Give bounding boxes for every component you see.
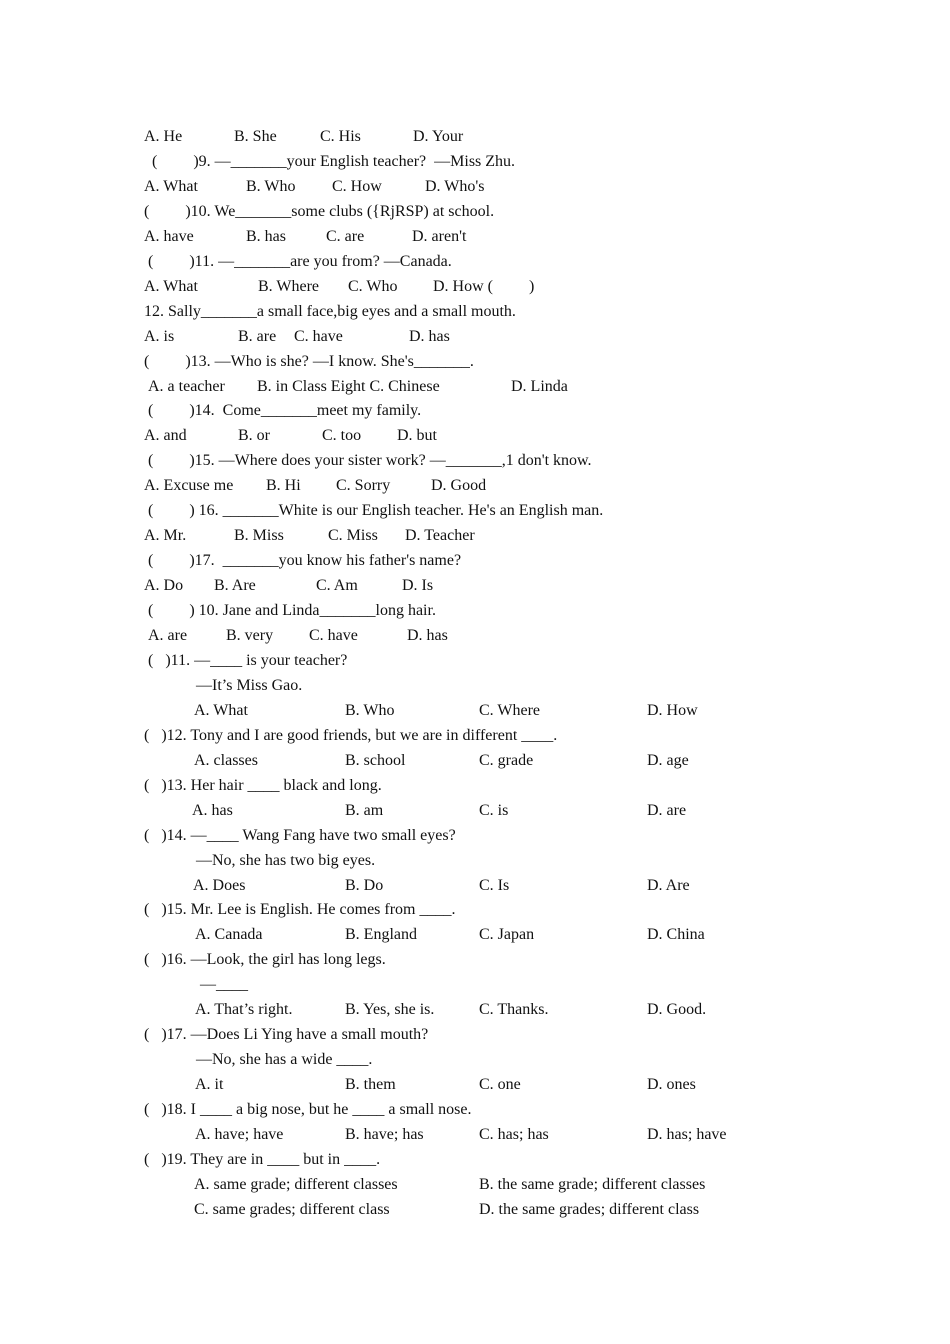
option-text: D. are xyxy=(647,802,687,819)
option-text: C. have xyxy=(309,627,358,644)
option-text: C. are xyxy=(326,228,365,245)
option-text: A. are xyxy=(148,627,188,644)
option-text: A. What xyxy=(144,178,198,195)
question-line: —No, she has two big eyes. xyxy=(196,852,376,869)
option-text: A. Do xyxy=(144,577,184,594)
option-text: C. Japan xyxy=(479,926,535,943)
option-text: B. Who xyxy=(345,702,395,719)
option-text: C. Who xyxy=(348,278,398,295)
question-line: ( )17. _______you know his father's name? xyxy=(148,552,462,569)
option-text: C. Sorry xyxy=(336,477,391,494)
question-line: ( )18. I ____ a big nose, but he ____ a small nose. xyxy=(144,1101,472,1118)
question-line: ( )14. Come_______meet my family. xyxy=(148,402,422,419)
question-line: ( )16. —Look, the girl has long legs. xyxy=(144,951,386,968)
option-text: D. has xyxy=(407,627,448,644)
question-line: ( ) 10. Jane and Linda_______long hair. xyxy=(148,602,436,619)
question-line: ( )14. —____ Wang Fang have two small eyes? xyxy=(144,827,456,844)
question-line: —____ xyxy=(200,976,248,993)
option-text: B. Do xyxy=(345,877,384,894)
option-text: C. one xyxy=(479,1076,521,1093)
option-text: B. Who xyxy=(246,178,296,195)
question-line: ( )11. —_______are you from? —Canada. xyxy=(148,253,452,270)
option-text: C. has; has xyxy=(479,1126,549,1143)
option-text: A. Does xyxy=(193,877,246,894)
option-text: B. Yes, she is. xyxy=(345,1001,435,1018)
option-text: B. am xyxy=(345,802,384,819)
option-text: D. Good xyxy=(431,477,487,494)
option-text: B. very xyxy=(226,627,274,644)
option-text: A. and xyxy=(144,427,187,444)
question-line: —No, she has a wide ____. xyxy=(196,1051,373,1068)
option-text: D. Are xyxy=(647,877,690,894)
question-line: ( )19. They are in ____ but in ____. xyxy=(144,1151,381,1168)
option-text: C. Am xyxy=(316,577,358,594)
question-line: ( )10. We_______some clubs ({RjRSP) at school. xyxy=(144,203,495,220)
option-text: D. How ( ) xyxy=(433,278,535,295)
question-line: ( )11. —____ is your teacher? xyxy=(148,652,348,669)
option-text: D. ones xyxy=(647,1076,696,1093)
option-text: B. Where xyxy=(258,278,320,295)
option-text: A. is xyxy=(144,328,175,345)
option-text: D. Linda xyxy=(511,378,568,395)
option-text: D. age xyxy=(647,752,689,769)
option-text: C. same grades; different class xyxy=(194,1201,390,1218)
option-text: A. same grade; different classes xyxy=(194,1176,398,1193)
option-text: D. Who's xyxy=(425,178,485,195)
option-text: B. are xyxy=(238,328,277,345)
option-text: D. has xyxy=(409,328,450,345)
option-text: A. it xyxy=(195,1076,224,1093)
option-text: A. classes xyxy=(194,752,258,769)
question-line: —It’s Miss Gao. xyxy=(196,677,303,694)
question-line: ( )12. Tony and I are good friends, but we are in different ____. xyxy=(144,727,558,744)
option-text: C. How xyxy=(332,178,382,195)
option-text: D. aren't xyxy=(412,228,467,245)
option-text: C. His xyxy=(320,128,361,145)
option-text: B. Hi xyxy=(266,477,301,494)
question-line: ( )15. —Where does your sister work? —_______,1 don't know. xyxy=(148,452,592,469)
option-text: A. has xyxy=(192,802,233,819)
option-text: A. What xyxy=(194,702,248,719)
question-line: ( )13. —Who is she? —I know. She's_______. xyxy=(144,353,474,370)
option-text: B. school xyxy=(345,752,406,769)
option-text: D. Is xyxy=(402,577,434,594)
question-line: ( )15. Mr. Lee is English. He comes from ____. xyxy=(144,901,456,918)
option-text: C. Thanks. xyxy=(479,1001,549,1018)
question-line: ( )9. —_______your English teacher? —Miss Zhu. xyxy=(152,153,516,170)
option-text: D. How xyxy=(647,702,698,719)
option-text: B. She xyxy=(234,128,277,145)
option-text: A. That’s right. xyxy=(195,1001,293,1018)
option-text: A. Mr. xyxy=(144,527,187,544)
question-line: ( ) 16. _______White is our English teacher. He's an English man. xyxy=(148,502,604,519)
option-text: C. grade xyxy=(479,752,534,769)
option-text: D. Good. xyxy=(647,1001,707,1018)
option-text: D. Your xyxy=(413,128,464,145)
option-text: B. in Class Eight C. Chinese xyxy=(257,378,440,395)
option-text: B. Miss xyxy=(234,527,284,544)
question-line: ( )17. —Does Li Ying have a small mouth? xyxy=(144,1026,429,1043)
option-text: B. Are xyxy=(214,577,256,594)
option-text: A. have xyxy=(144,228,194,245)
option-text: B. them xyxy=(345,1076,396,1093)
option-text: C. have xyxy=(294,328,343,345)
option-text: A. What xyxy=(144,278,198,295)
option-text: B. have; has xyxy=(345,1126,424,1143)
option-text: C. Where xyxy=(479,702,541,719)
option-text: B. the same grade; different classes xyxy=(479,1176,706,1193)
option-text: D. has; have xyxy=(647,1126,727,1143)
option-text: D. Teacher xyxy=(405,527,475,544)
option-text: A. a teacher xyxy=(148,378,225,395)
option-text: C. is xyxy=(479,802,509,819)
option-text: A. He xyxy=(144,128,183,145)
option-text: B. has xyxy=(246,228,286,245)
option-text: C. Is xyxy=(479,877,510,894)
option-text: C. too xyxy=(322,427,362,444)
option-text: A. have; have xyxy=(195,1126,284,1143)
option-text: C. Miss xyxy=(328,527,378,544)
option-text: A. Canada xyxy=(195,926,263,943)
option-text: B. England xyxy=(345,926,417,943)
option-text: D. the same grades; different class xyxy=(479,1201,700,1218)
question-line: ( )13. Her hair ____ black and long. xyxy=(144,777,382,794)
option-text: D. but xyxy=(397,427,437,444)
option-text: B. or xyxy=(238,427,270,444)
option-text: A. Excuse me xyxy=(144,477,234,494)
option-text: D. China xyxy=(647,926,705,943)
question-line: 12. Sally_______a small face,big eyes and a small mouth. xyxy=(144,303,516,320)
